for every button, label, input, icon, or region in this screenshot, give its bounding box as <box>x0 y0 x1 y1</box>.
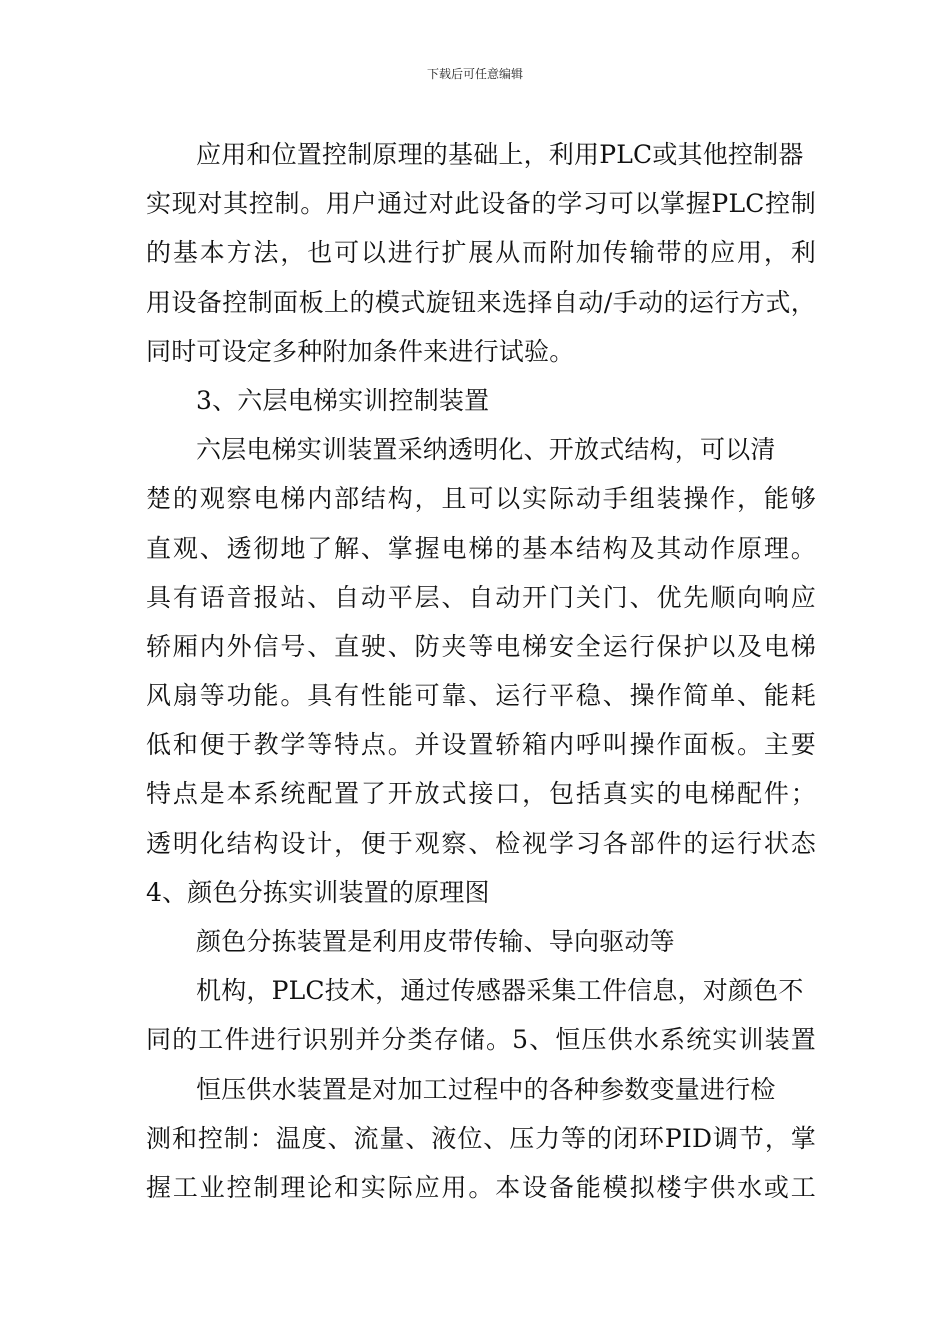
body-line: 用设备控制面板上的模式旋钮来选择自动/手动的运行方式， <box>146 287 816 317</box>
body-line: 六层电梯实训装置采纳透明化、开放式结构，可以清 <box>196 435 776 465</box>
body-line: 测和控制：温度、流量、液位、压力等的闭环PID调节，掌 <box>146 1123 816 1153</box>
body-line: 具有语音报站、自动平层、自动开门关门、优先顺向响应 <box>146 582 816 612</box>
body-line: 透明化结构设计，便于观察、检视学习各部件的运行状态 <box>146 828 816 858</box>
body-line: 同时可设定多种附加条件来进行试验。 <box>146 336 575 366</box>
body-line: 直观、透彻地了解、掌握电梯的基本结构及其动作原理。 <box>146 533 816 563</box>
body-line: 的基本方法，也可以进行扩展从而附加传输带的应用，利 <box>146 238 816 268</box>
body-line: 风扇等功能。具有性能可靠、运行平稳、操作简单、能耗 <box>146 681 816 711</box>
body-line: 机构，PLC技术，通过传感器采集工件信息，对颜色不 <box>196 976 804 1006</box>
body-line: 同的工件进行识别并分类存储。5、恒压供水系统实训装置 <box>146 1025 816 1055</box>
section-heading: 3、六层电梯实训控制装置 <box>196 385 490 415</box>
body-line: 实现对其控制。用户通过对此设备的学习可以掌握PLC控制 <box>146 189 816 219</box>
body-text <box>146 130 816 1212</box>
body-line: 恒压供水装置是对加工过程中的各种参数变量进行检 <box>196 1074 776 1104</box>
body-line: 应用和位置控制原理的基础上，利用PLC或其他控制器 <box>196 140 804 169</box>
body-line: 楚的观察电梯内部结构，且可以实际动手组装操作，能够 <box>146 484 816 514</box>
body-line: 特点是本系统配置了开放式接口，包括真实的电梯配件； <box>146 779 816 809</box>
body-line: 颜色分拣装置是利用皮带传输、导向驱动等 <box>196 927 675 956</box>
body-line: 低和便于教学等特点。并设置轿箱内呼叫操作面板。主要 <box>146 730 816 760</box>
body-line: 轿厢内外信号、直驶、防夹等电梯安全运行保护以及电梯 <box>146 631 816 661</box>
page-header-note: 下载后可任意编辑 <box>426 67 523 81</box>
section-heading: 4、颜色分拣实训装置的原理图 <box>146 877 490 907</box>
body-line: 握工业控制理论和实际应用。本设备能模拟楼宇供水或工 <box>146 1172 816 1202</box>
